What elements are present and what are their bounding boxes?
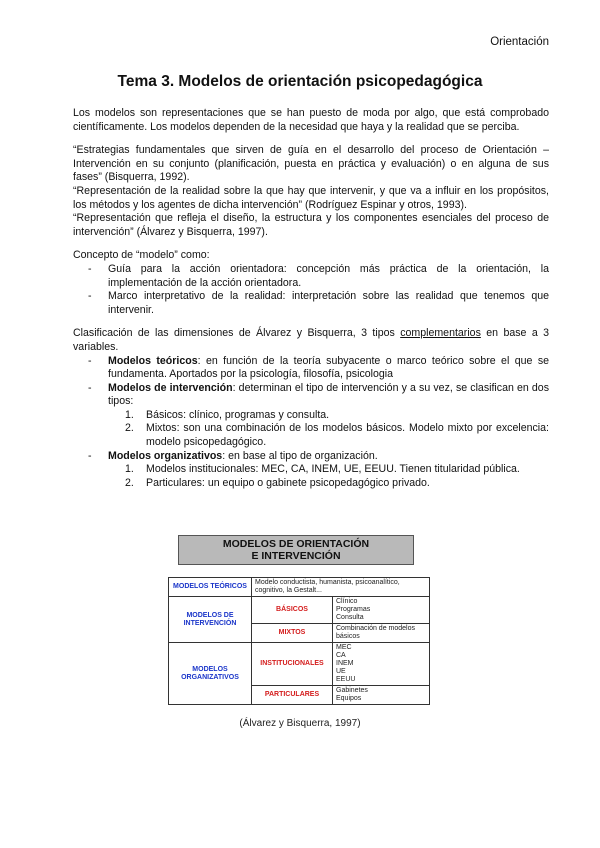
- classification-intro: Clasificación de las dimensiones de Álvarez y Bisquerra, 3 tipos complementarios en base a 3 variables.: [73, 327, 549, 353]
- figure-title: MODELOS DE ORIENTACIÓN E INTERVENCIÓN: [178, 535, 414, 565]
- quote-bisquerra-1992: “Estrategias fundamentales que sirven de guía en el desarrollo del proceso de Orientación – Intervención en su conjunto (planificación, puesta en práctica y evaluación) o en alguna de sus fases” (Bisquerra, 1992).: [73, 144, 549, 184]
- figure-caption: (Álvarez y Bisquerra, 1997): [239, 718, 361, 729]
- particulares-desc: Gabinetes Equipos: [333, 686, 430, 705]
- basicos-cell: BÁSICOS: [252, 597, 333, 624]
- table-row: [169, 597, 430, 624]
- page-title: Tema 3. Modelos de orientación psicopedagógica: [117, 73, 483, 90]
- running-header: Orientación: [490, 36, 549, 48]
- list-item-organizativos: - Modelos organizativos: en base al tipo de organización. 1. Modelos institucionales: MEC, CA, INEM, UE, EEUU. Tienen titularidad pública. 2. Particulares: un equipo o gabinete psicopedagógico privado.: [73, 450, 549, 491]
- list-item-intervencion: - Modelos de intervención: determinan el tipo de intervención y a su vez, se clasifican en dos tipos: 1. Básicos: clínico, programas y consulta. 2. Mixtos: son una combinación de los modelos básicos. Modelo mixto por excelencia: modelo psicopedagógico.: [73, 382, 549, 450]
- sublist-item: 1. Modelos institucionales: MEC, CA, INEM, UE, EEUU. Tienen titularidad pública.: [125, 463, 520, 476]
- quote-rodriguez-1993: “Representación de la realidad sobre la que hay que intervenir, y que va a influir en los propósitos, los métodos y los agentes de dicha intervención” (Rodríguez Espinar y otros, 1993).: [73, 184, 549, 211]
- concept-heading: Concepto de “modelo” como:: [73, 249, 210, 262]
- table-row: [169, 578, 430, 597]
- intervencion-sublist: [108, 409, 549, 450]
- sublist-item: 2. Mixtos: son una combinación de los modelos básicos. Modelo mixto por excelencia: modelo psicopedagógico.: [125, 422, 549, 449]
- sublist-item: 2. Particulares: un equipo o gabinete psicopedagógico privado.: [125, 476, 430, 489]
- intervencion-cell: MODELOS DE INTERVENCIÓN: [169, 597, 252, 643]
- intro-paragraph: Los modelos son representaciones que se han puesto de moda por algo, que está comprobado científicamente. Los modelos dependen de la necesidad que haya y la realidad que se perciba.: [73, 107, 549, 133]
- classification-list: [73, 355, 549, 491]
- models-table: [168, 577, 430, 705]
- institucionales-desc: MEC CA INEM UE EEUU: [333, 643, 430, 686]
- institucionales-cell: INSTITUCIONALES: [252, 643, 333, 686]
- list-item-teoricos: - Modelos teóricos: en función de la teoría subyacente o marco teórico sobre el que se fundamenta. Aportados por la psicología, filosofía, psicologia: [73, 355, 549, 382]
- concept-item: - Guía para la acción orientadora: concepción más práctica de la orientación, la implementación de la acción orientadora.: [73, 263, 549, 290]
- mixtos-desc: Combinación de modelos básicos: [333, 624, 430, 643]
- mixtos-cell: MIXTOS: [252, 624, 333, 643]
- concept-item: - Marco interpretativo de la realidad: interpretación sobre las realidad que tenemos que intervenir.: [73, 290, 549, 317]
- underlined-term: complementarios: [400, 327, 481, 340]
- basicos-desc: Clínico Programas Consulta: [333, 597, 430, 624]
- table-row: [169, 643, 430, 686]
- concept-list: [73, 263, 549, 317]
- particulares-cell: PARTICULARES: [252, 686, 333, 705]
- quote-alvarez-1997: “Representación que refleja el diseño, la estructura y los componentes esenciales del proceso de intervención” (Álvarez y Bisquerra, 1997).: [73, 212, 549, 238]
- teoricos-desc: Modelo conductista, humanista, psicoanalítico, cognitivo, la Gestalt...: [252, 578, 430, 597]
- organizativos-sublist: [108, 463, 549, 490]
- organizativos-cell: MODELOS ORGANIZATIVOS: [169, 643, 252, 705]
- teoricos-cell: MODELOS TEÓRICOS: [169, 578, 252, 597]
- sublist-item: 1. Básicos: clínico, programas y consulta.: [125, 408, 330, 421]
- document-body: [73, 107, 549, 490]
